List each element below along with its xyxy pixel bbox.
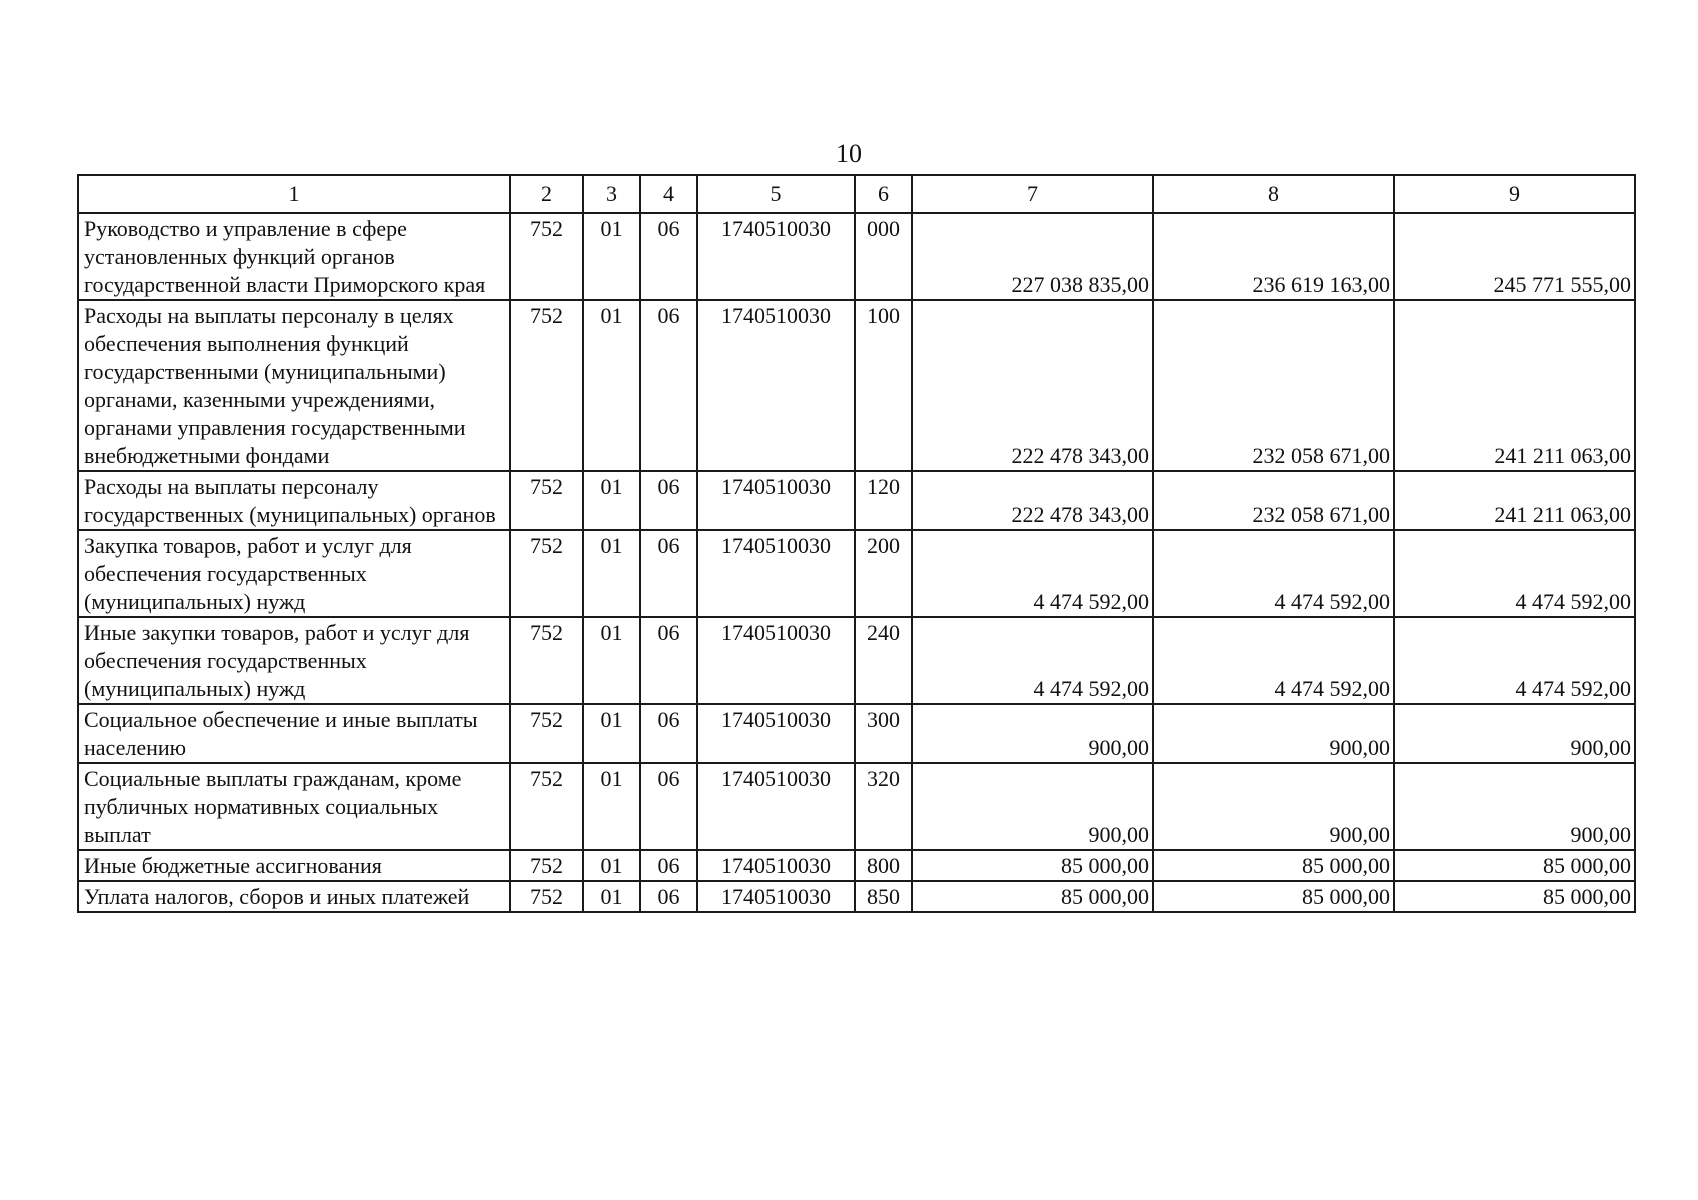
amount-col-9: 4 474 592,00	[1394, 617, 1635, 704]
ministry-code: 752	[510, 530, 583, 617]
subsection-code: 06	[640, 617, 697, 704]
amount-col-8: 4 474 592,00	[1153, 530, 1394, 617]
expense-name: Закупка товаров, работ и услуг для обеспечения государственных (муниципальных) нужд	[78, 530, 510, 617]
page-number: 10	[836, 139, 862, 168]
expense-name: Иные бюджетные ассигнования	[78, 850, 510, 881]
amount-col-8: 85 000,00	[1153, 881, 1394, 912]
ministry-code: 752	[510, 850, 583, 881]
ministry-code: 752	[510, 471, 583, 530]
amount-col-8: 85 000,00	[1153, 850, 1394, 881]
table-row	[78, 763, 1635, 850]
target-article-code: 1740510030	[697, 213, 855, 300]
ministry-code: 752	[510, 763, 583, 850]
target-article-code: 1740510030	[697, 763, 855, 850]
column-header-8: 8	[1153, 175, 1394, 213]
table-row	[78, 704, 1635, 763]
amount-col-8: 4 474 592,00	[1153, 617, 1394, 704]
amount-col-9: 241 211 063,00	[1394, 471, 1635, 530]
ministry-code: 752	[510, 881, 583, 912]
expense-type-code: 120	[855, 471, 912, 530]
amount-col-7: 85 000,00	[912, 881, 1153, 912]
amount-col-9: 900,00	[1394, 704, 1635, 763]
expense-name: Социальное обеспечение и иные выплаты населению	[78, 704, 510, 763]
expense-type-code: 300	[855, 704, 912, 763]
section-code: 01	[583, 763, 640, 850]
column-header-9: 9	[1394, 175, 1635, 213]
expense-name: Уплата налогов, сборов и иных платежей	[78, 881, 510, 912]
amount-col-9: 4 474 592,00	[1394, 530, 1635, 617]
target-article-code: 1740510030	[697, 850, 855, 881]
amount-col-9: 85 000,00	[1394, 850, 1635, 881]
subsection-code: 06	[640, 704, 697, 763]
target-article-code: 1740510030	[697, 617, 855, 704]
column-header-2: 2	[510, 175, 583, 213]
amount-col-8: 236 619 163,00	[1153, 213, 1394, 300]
amount-col-9: 245 771 555,00	[1394, 213, 1635, 300]
amount-col-7: 900,00	[912, 704, 1153, 763]
table-row	[78, 213, 1635, 300]
expense-name: Социальные выплаты гражданам, кроме публичных нормативных социальных выплат	[78, 763, 510, 850]
header-row	[78, 175, 1635, 213]
amount-col-7: 222 478 343,00	[912, 300, 1153, 471]
column-header-3: 3	[583, 175, 640, 213]
column-header-7: 7	[912, 175, 1153, 213]
amount-col-7: 227 038 835,00	[912, 213, 1153, 300]
ministry-code: 752	[510, 704, 583, 763]
subsection-code: 06	[640, 213, 697, 300]
section-code: 01	[583, 213, 640, 300]
target-article-code: 1740510030	[697, 471, 855, 530]
section-code: 01	[583, 881, 640, 912]
section-code: 01	[583, 704, 640, 763]
subsection-code: 06	[640, 763, 697, 850]
expense-name: Расходы на выплаты персоналу государственных (муниципальных) органов	[78, 471, 510, 530]
amount-col-9: 241 211 063,00	[1394, 300, 1635, 471]
expense-name: Расходы на выплаты персоналу в целях обеспечения выполнения функций государственными (муниципальными) органами, казенными учреждениями, органами управления государственными внебюджетными фондами	[78, 300, 510, 471]
column-header-6: 6	[855, 175, 912, 213]
amount-col-8: 900,00	[1153, 763, 1394, 850]
amount-col-9: 900,00	[1394, 763, 1635, 850]
expense-type-code: 240	[855, 617, 912, 704]
expense-type-code: 800	[855, 850, 912, 881]
target-article-code: 1740510030	[697, 704, 855, 763]
amount-col-8: 232 058 671,00	[1153, 300, 1394, 471]
table-row	[78, 881, 1635, 912]
target-article-code: 1740510030	[697, 530, 855, 617]
subsection-code: 06	[640, 881, 697, 912]
table-row	[78, 530, 1635, 617]
expense-name: Иные закупки товаров, работ и услуг для обеспечения государственных (муниципальных) нужд	[78, 617, 510, 704]
budget-table	[77, 174, 1636, 913]
amount-col-7: 4 474 592,00	[912, 530, 1153, 617]
expense-type-code: 200	[855, 530, 912, 617]
section-code: 01	[583, 530, 640, 617]
target-article-code: 1740510030	[697, 300, 855, 471]
section-code: 01	[583, 471, 640, 530]
column-header-4: 4	[640, 175, 697, 213]
column-header-1: 1	[78, 175, 510, 213]
subsection-code: 06	[640, 850, 697, 881]
ministry-code: 752	[510, 300, 583, 471]
expense-type-code: 000	[855, 213, 912, 300]
expense-type-code: 850	[855, 881, 912, 912]
target-article-code: 1740510030	[697, 881, 855, 912]
section-code: 01	[583, 850, 640, 881]
amount-col-8: 232 058 671,00	[1153, 471, 1394, 530]
table-row	[78, 850, 1635, 881]
section-code: 01	[583, 617, 640, 704]
ministry-code: 752	[510, 213, 583, 300]
table-row	[78, 617, 1635, 704]
subsection-code: 06	[640, 300, 697, 471]
amount-col-8: 900,00	[1153, 704, 1394, 763]
amount-col-7: 900,00	[912, 763, 1153, 850]
amount-col-7: 222 478 343,00	[912, 471, 1153, 530]
column-header-5: 5	[697, 175, 855, 213]
subsection-code: 06	[640, 471, 697, 530]
expense-name: Руководство и управление в сфере установленных функций органов государственной власти Приморского края	[78, 213, 510, 300]
expense-type-code: 320	[855, 763, 912, 850]
table-row	[78, 300, 1635, 471]
ministry-code: 752	[510, 617, 583, 704]
table-row	[78, 471, 1635, 530]
subsection-code: 06	[640, 530, 697, 617]
section-code: 01	[583, 300, 640, 471]
amount-col-9: 85 000,00	[1394, 881, 1635, 912]
expense-type-code: 100	[855, 300, 912, 471]
amount-col-7: 4 474 592,00	[912, 617, 1153, 704]
amount-col-7: 85 000,00	[912, 850, 1153, 881]
